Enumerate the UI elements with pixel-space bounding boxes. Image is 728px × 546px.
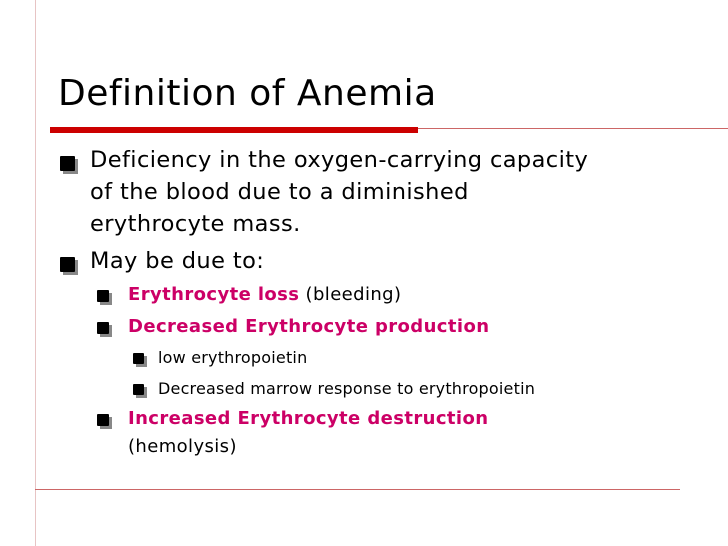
square-bullet-icon [97, 290, 109, 302]
slide-title: Definition of Anemia [58, 73, 437, 114]
sub-sub-bullet-text: Decreased marrow response to erythropoietin [158, 379, 536, 398]
sub-bullet-highlight: Increased Erythrocyte destruction [128, 408, 489, 429]
sub-bullet-text [128, 406, 488, 432]
sub-bullet-text [128, 282, 401, 308]
square-bullet-icon [133, 353, 144, 364]
bullet-text-line: erythrocyte mass. [90, 211, 301, 237]
square-bullet-icon [97, 414, 109, 426]
square-bullet-icon [133, 384, 144, 395]
bullet-text-line: May be due to: [90, 248, 265, 274]
sub-sub-bullet-text: low erythropoietin [158, 348, 308, 367]
sub-bullet-text [128, 314, 489, 340]
square-bullet-icon [97, 322, 109, 334]
sub-bullet-rest: (bleeding) [299, 284, 402, 305]
square-bullet-icon [60, 257, 75, 272]
sub-bullet-highlight: Erythrocyte loss [128, 284, 300, 305]
bullet-text-line: of the blood due to a diminished [90, 179, 469, 205]
sub-bullet-highlight: Decreased Erythrocyte production [128, 316, 490, 337]
sub-bullet-text-line2: (hemolysis) [128, 436, 237, 457]
bottom-rule [35, 489, 680, 490]
square-bullet-icon [60, 156, 75, 171]
bullet-text-line: Deficiency in the oxygen-carrying capacity [90, 147, 589, 173]
